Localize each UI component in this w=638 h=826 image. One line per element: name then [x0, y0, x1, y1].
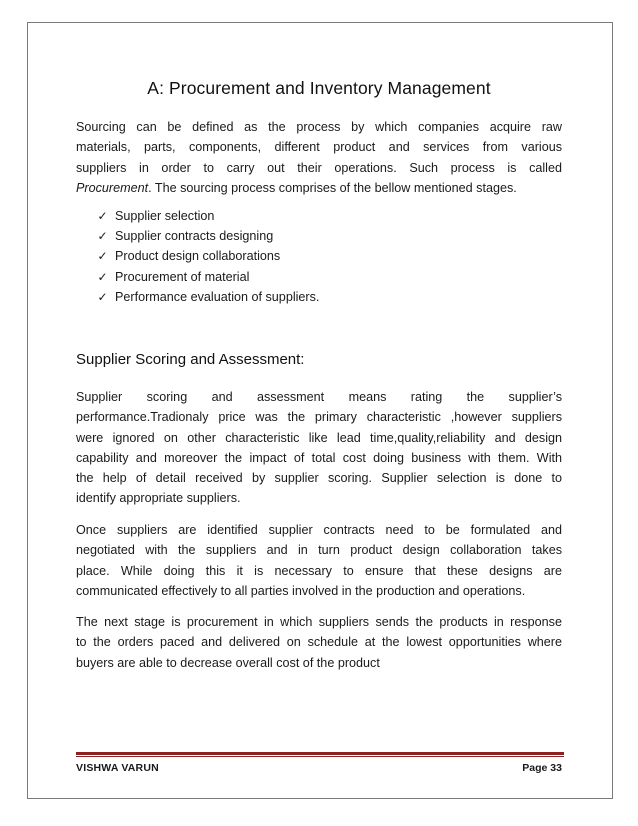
scoring-paragraph	[76, 387, 562, 509]
list-item	[76, 226, 319, 246]
check-icon: ✓	[97, 269, 108, 284]
text-line: Supplier scoring and assessment means rating the supplier’s	[76, 390, 562, 404]
text-line	[76, 178, 562, 198]
text-line: identify appropriate suppliers.	[76, 491, 241, 506]
text-line: suppliers in order to carry out their operations. Such process is called	[76, 160, 562, 175]
check-icon: ✓	[97, 209, 108, 223]
list-item-label: Product design collaborations	[115, 249, 281, 264]
procurement-paragraph	[76, 612, 562, 673]
list-item	[76, 206, 319, 226]
text-line: Sourcing can be defined as the process by which companies acquire raw	[76, 120, 562, 134]
text-line: capability and moreover the impact of total cost doing business with them. With	[76, 450, 562, 465]
intro-paragraph	[76, 117, 562, 198]
stages-list	[76, 206, 319, 307]
check-icon: ✓	[97, 249, 108, 264]
footer-rule	[76, 752, 564, 755]
list-item	[76, 287, 319, 307]
text-line: negotiated with the suppliers and in turn product design collaboration takes	[76, 543, 562, 558]
text-line: communicated effectively to all parties involved in the production and operations.	[76, 583, 526, 598]
footer-page-number: Page 33	[522, 762, 562, 774]
text-line: to the orders paced and delivered on schedule at the lowest opportunities where	[76, 635, 562, 650]
contracts-paragraph	[76, 520, 562, 601]
list-item	[76, 246, 319, 266]
footer-author: VISHWA VARUN	[76, 762, 159, 774]
emphasis-term: Procurement	[76, 180, 149, 195]
footer-rule-thin	[76, 756, 564, 757]
text-line: Once suppliers are identified supplier contracts need to be formulated and	[76, 523, 562, 537]
page-title: A: Procurement and Inventory Management	[147, 78, 491, 98]
section-heading: Supplier Scoring and Assessment:	[76, 351, 305, 368]
list-item-label: Procurement of material	[115, 269, 250, 284]
text-line: were ignored on other characteristic like lead time,quality,reliability and design	[76, 430, 562, 445]
list-item	[76, 267, 319, 287]
text-line: The next stage is procurement in which suppliers sends the products in response	[76, 615, 562, 629]
text-fragment: . The sourcing process comprises of the bellow mentioned stages.	[148, 180, 517, 195]
text-line: buyers are able to decrease overall cost of the product	[76, 655, 380, 670]
text-line: place. While doing this it is necessary to ensure that these designs are	[76, 563, 562, 578]
list-item-label: Supplier selection	[115, 209, 215, 223]
text-line: materials, parts, components, different product and services from various	[76, 140, 562, 155]
list-item-label: Performance evaluation of suppliers.	[115, 289, 320, 304]
check-icon: ✓	[97, 289, 108, 304]
text-line: the help of detail received by supplier scoring. Supplier selection is done to	[76, 471, 562, 486]
list-item-label: Supplier contracts designing	[115, 229, 274, 244]
check-icon: ✓	[97, 229, 108, 244]
text-line: performance.Tradionaly price was the primary characteristic ,however suppliers	[76, 410, 562, 425]
